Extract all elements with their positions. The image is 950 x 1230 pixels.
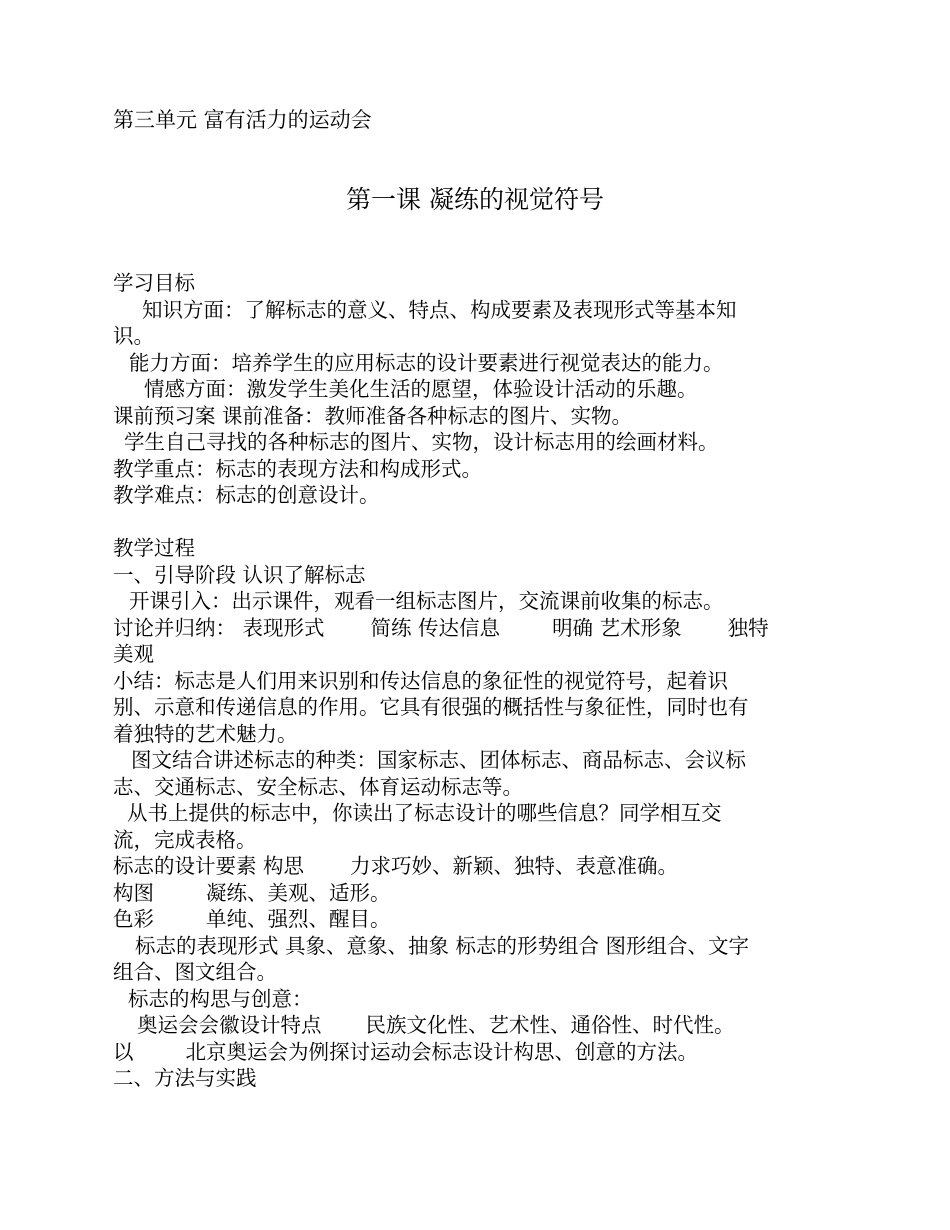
summary-paragraph-line-3: 着独特的艺术魅力。	[113, 721, 298, 746]
book-question-line-1: 从书上提供的标志中，你读出了标志设计的哪些信息？同学相互交	[127, 801, 722, 825]
composition-value: 凝练、美观、适形。	[206, 880, 391, 905]
section-one-heading: 一、引导阶段 认识了解标志	[113, 562, 366, 587]
teaching-difficulty: 教学难点：标志的创意设计。	[113, 483, 380, 507]
heading-learning-goals: 学习目标	[113, 271, 195, 295]
design-elements-color	[113, 906, 843, 933]
composition-label: 构图	[113, 880, 154, 905]
beijing-example-prefix: 以	[113, 1039, 134, 1064]
discussion-summary	[113, 615, 843, 642]
section-two-heading: 二、方法与实践	[113, 1066, 257, 1090]
heading-teaching-process: 教学过程	[113, 536, 195, 560]
summary-paragraph-line-2: 别、示意和传递信息的作用。它具有很强的概括性与象征性，同时也有	[113, 695, 749, 719]
book-question-line-2: 流，完成表格。	[113, 827, 257, 852]
discussion-part-2: 简练 传达信息	[370, 615, 501, 640]
teaching-focus: 教学重点：标志的表现方法和构成形式。	[113, 456, 482, 481]
concept-creativity: 标志的构思与创意：	[128, 986, 313, 1011]
student-preparation: 学生自己寻找的各种标志的图片、实物，设计标志用的绘画材料。	[124, 430, 719, 454]
logo-types-line-1: 图文结合讲述标志的种类：国家标志、团体标志、商品标志、会议标	[131, 748, 746, 772]
goal-emotion: 情感方面：激发学生美化生活的愿望，体验设计活动的乐趣。	[144, 377, 698, 401]
preview-plan: 课前预习案 课前准备：教师准备各种标志的图片、实物。	[113, 403, 633, 428]
design-elements-concept-value: 力求巧妙、新颖、独特、表意准确。	[350, 854, 679, 878]
beijing-example-text: 北京奥运会为例探讨运动会标志设计构思、创意的方法。	[185, 1039, 698, 1064]
olympic-emblem-features	[113, 1012, 843, 1039]
goal-knowledge: 知识方面：了解标志的意义、特点、构成要素及表现形式等基本知	[142, 297, 737, 322]
expression-forms-line-1: 标志的表现形式 具象、意象、抽象 标志的形势组合 图形组合、文字	[135, 933, 750, 958]
blank-line	[113, 509, 843, 536]
summary-paragraph-line-1: 小结：标志是人们用来识别和传达信息的象征性的视觉符号，起着识	[113, 668, 728, 693]
beijing-example	[113, 1039, 843, 1066]
logo-types-line-2: 志、交通标志、安全标志、体育运动标志等。	[113, 774, 523, 799]
design-elements-composition	[113, 880, 843, 907]
lesson-title: 第一课 凝练的视觉符号	[346, 185, 604, 214]
lesson-plan-body	[113, 270, 843, 1092]
design-elements-label: 标志的设计要素 构思	[113, 854, 305, 878]
expression-forms-line-2: 组合、图文组合。	[113, 960, 277, 984]
discussion-part-1: 讨论并归纳： 表现形式	[113, 615, 325, 640]
goal-ability: 能力方面：培养学生的应用标志的设计要素进行视觉表达的能力。	[129, 350, 724, 375]
color-value: 单纯、强烈、醒目。	[206, 907, 391, 931]
discussion-summary-cont: 美观	[113, 642, 154, 666]
lesson-intro: 开课引入：出示课件，观看一组标志图片，交流课前收集的标志。	[129, 589, 724, 613]
unit-title: 第三单元 富有活力的运动会	[113, 108, 372, 132]
olympic-emblem-value: 民族文化性、艺术性、通俗性、时代性。	[365, 1013, 735, 1037]
discussion-part-3: 明确 艺术形象	[552, 615, 682, 640]
goal-knowledge-cont: 识。	[113, 324, 154, 348]
design-elements-concept	[113, 853, 843, 880]
olympic-emblem-label: 奥运会会徽设计特点	[137, 1013, 322, 1037]
discussion-part-4: 独特	[727, 615, 769, 640]
color-label: 色彩	[113, 907, 154, 931]
